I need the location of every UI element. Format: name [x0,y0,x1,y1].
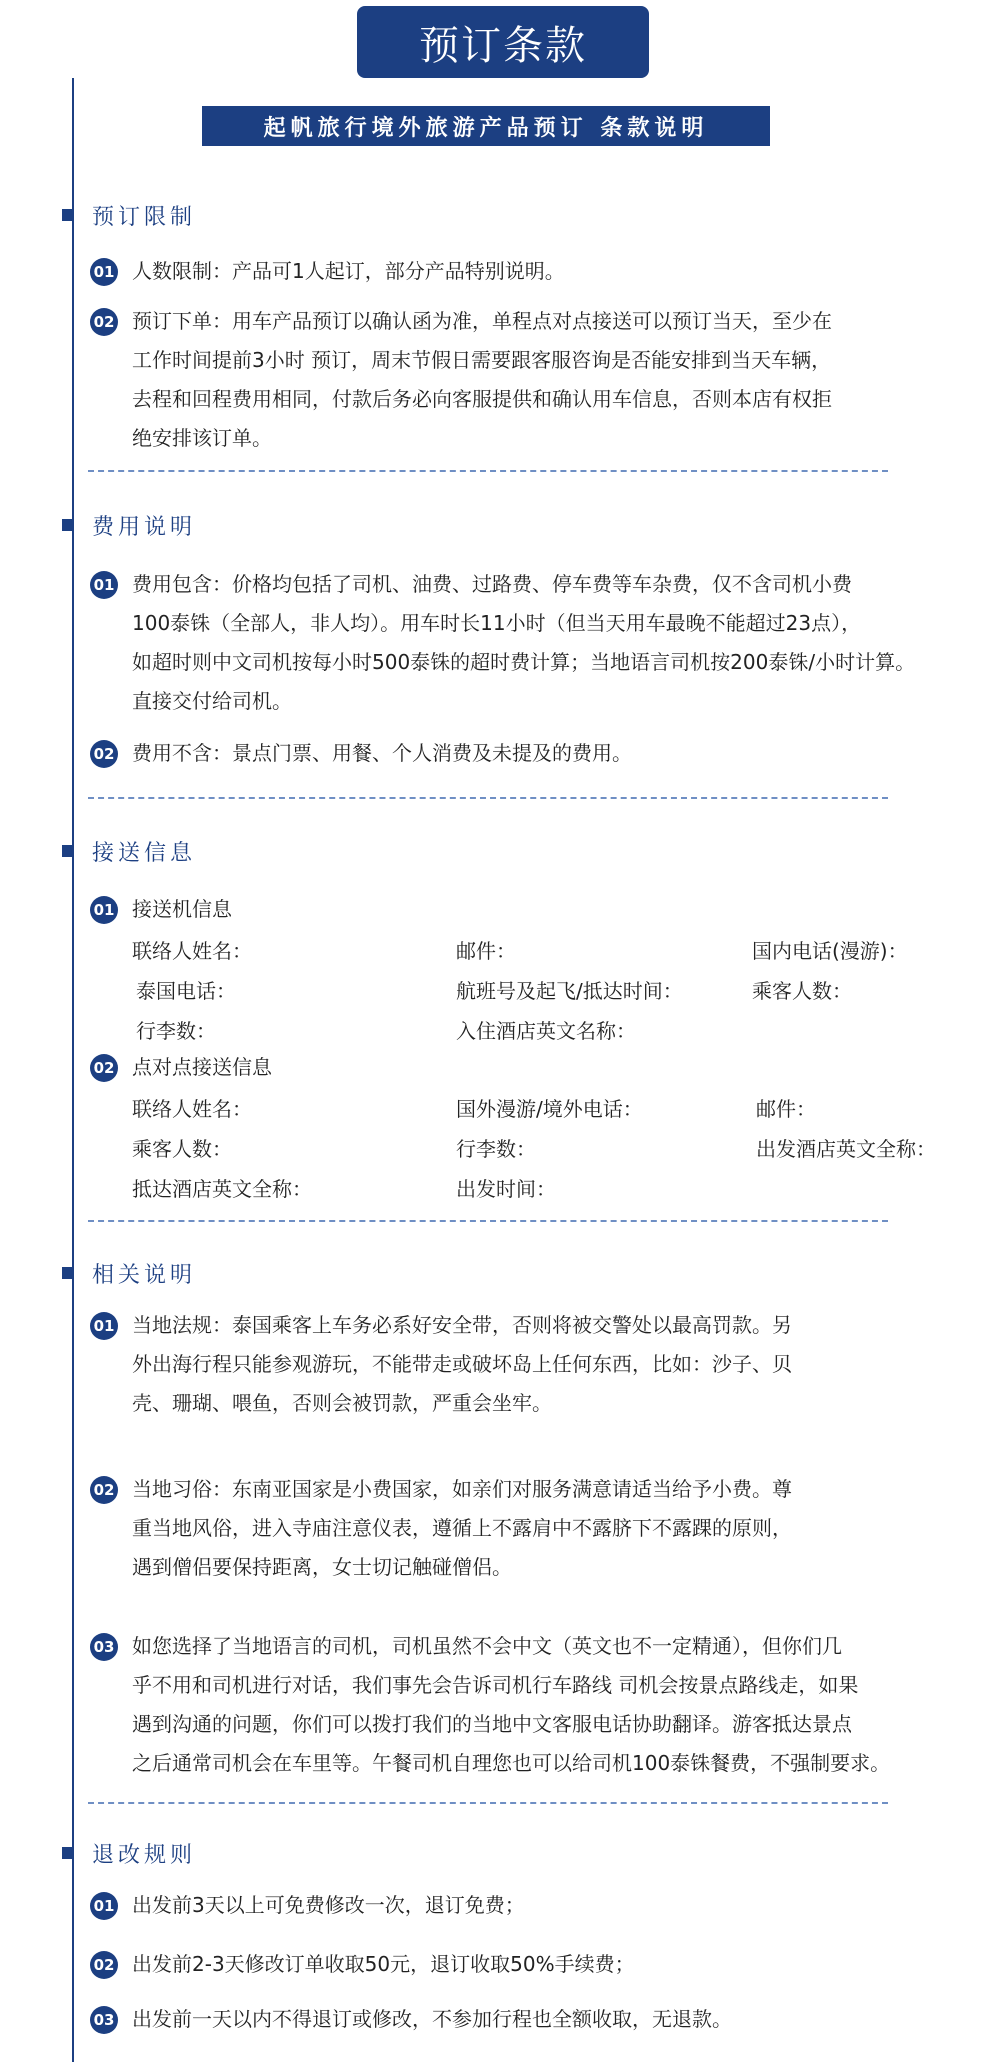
field-label: 国内电话(漫游)： [752,939,908,963]
list-item [90,252,970,291]
number-badge: 01 [90,571,118,599]
section-title: 退改规则 [92,1842,197,1868]
field-label: 出发时间： [456,1177,556,1201]
item-text: 费用包含：价格均包括了司机、油费、过路费、停车费等车杂费，仅不含司机小费 100泰铢（全部人，非人均）。用车时长11小时（但当天用车最晚不能超过23点）， 如超时则中文司机按每小时500泰铢的超时费计算；当地语言司机按200泰铢/小时计算。 直接交付给司机。 [132,572,916,713]
group-title: 点对点接送信息 [132,1055,272,1079]
number-badge: 03 [90,1633,118,1661]
field-label: 邮件： [756,1097,816,1121]
list-item [90,1945,970,1984]
list-item [90,734,970,773]
number-badge: 02 [90,308,118,336]
item-text: 费用不含：景点门票、用餐、个人消费及未提及的费用。 [132,741,632,765]
section-title: 费用说明 [92,514,197,540]
page-title: 预订条款 [357,6,649,78]
page-subtitle: 起帆旅行境外旅游产品预订 条款说明 [202,106,770,146]
number-badge: 02 [90,1951,118,1979]
field-label: 邮件： [456,939,516,963]
field-label: 行李数： [136,1019,216,1043]
field-label: 入住酒店英文名称： [456,1019,636,1043]
section-transfer-info [62,834,196,868]
section-refund-rules [62,1836,196,1870]
section-marker [62,1267,74,1279]
list-item [90,1627,970,1783]
section-title: 相关说明 [92,1262,197,1288]
number-badge: 01 [90,896,118,924]
section-title: 接送信息 [92,840,197,866]
field-label: 联络人姓名： [132,1097,252,1121]
list-item [90,565,970,721]
section-marker [62,1847,74,1859]
section-marker [62,845,74,857]
section-fees [62,508,196,542]
number-badge: 03 [90,2006,118,2034]
item-text: 当地法规：泰国乘客上车务必系好安全带，否则将被交警处以最高罚款。另 外出海行程只能参观游玩，不能带走或破坏岛上任何东西，比如：沙子、贝 壳、珊瑚、喂鱼，否则会被罚款，严重会坐牢。 [132,1313,792,1415]
field-label: 出发酒店英文全称： [756,1137,936,1161]
field-label: 国外漫游/境外电话： [456,1097,643,1121]
item-text: 预订下单：用车产品预订以确认函为准，单程点对点接送可以预订当天，至少在 工作时间提前3小时 预订，周末节假日需要跟客服咨询是否能安排到当天车辆， 去程和回程费用相同，付款后务必向客服提供和确认用车信息，否则本店有权拒 绝安排该订单。 [132,309,832,450]
number-badge: 02 [90,1476,118,1504]
dashed-divider [88,1220,888,1222]
number-badge: 01 [90,258,118,286]
list-item [90,1306,970,1423]
section-notes [62,1256,196,1290]
section-marker [62,209,74,221]
transfer-group-point [90,1048,970,1087]
item-text: 当地习俗：东南亚国家是小费国家，如亲们对服务满意请适当给予小费。尊 重当地风俗，进入寺庙注意仪表，遵循上不露肩中不露脐下不露踝的原则， 遇到僧侣要保持距离，女士切记触碰僧侣。 [132,1477,792,1579]
timeline-line [72,78,74,2062]
dashed-divider [88,797,888,799]
list-item [90,1886,970,1925]
field-label: 抵达酒店英文全称： [132,1177,312,1201]
dashed-divider [88,1802,888,1804]
item-text: 如您选择了当地语言的司机，司机虽然不会中文（英文也不一定精通），但你们几 乎不用和司机进行对话，我们事先会告诉司机行车路线 司机会按景点路线走，如果 遇到沟通的问题，你们可以拨打我们的当地中文客服电话协助翻译。游客抵达景点 之后通常司机会在车里等。午餐司机自理您也可以给司机100泰铢餐费，不强制要求。 [132,1634,891,1775]
field-label: 乘客人数： [752,979,852,1003]
item-text: 出发前一天以内不得退订或修改，不参加行程也全额收取，无退款。 [132,2007,732,2031]
group-title: 接送机信息 [132,897,232,921]
list-item [90,2000,970,2039]
item-text: 人数限制：产品可1人起订，部分产品特别说明。 [132,259,565,283]
field-label: 行李数： [456,1137,536,1161]
section-marker [62,519,74,531]
field-label: 航班号及起飞/抵达时间： [456,979,683,1003]
item-text: 出发前3天以上可免费修改一次，退订免费； [132,1893,525,1917]
section-title: 预订限制 [92,204,197,230]
list-item [90,1470,970,1587]
list-item [90,302,970,458]
transfer-group-airport [90,890,970,929]
number-badge: 02 [90,740,118,768]
number-badge: 01 [90,1892,118,1920]
field-label: 乘客人数： [132,1137,232,1161]
field-label: 联络人姓名： [132,939,252,963]
number-badge: 02 [90,1054,118,1082]
item-text: 出发前2-3天修改订单收取50元，退订收取50%手续费； [132,1952,635,1976]
number-badge: 01 [90,1312,118,1340]
section-booking-limits [62,198,196,232]
field-label: 泰国电话： [136,979,236,1003]
dashed-divider [88,470,888,472]
